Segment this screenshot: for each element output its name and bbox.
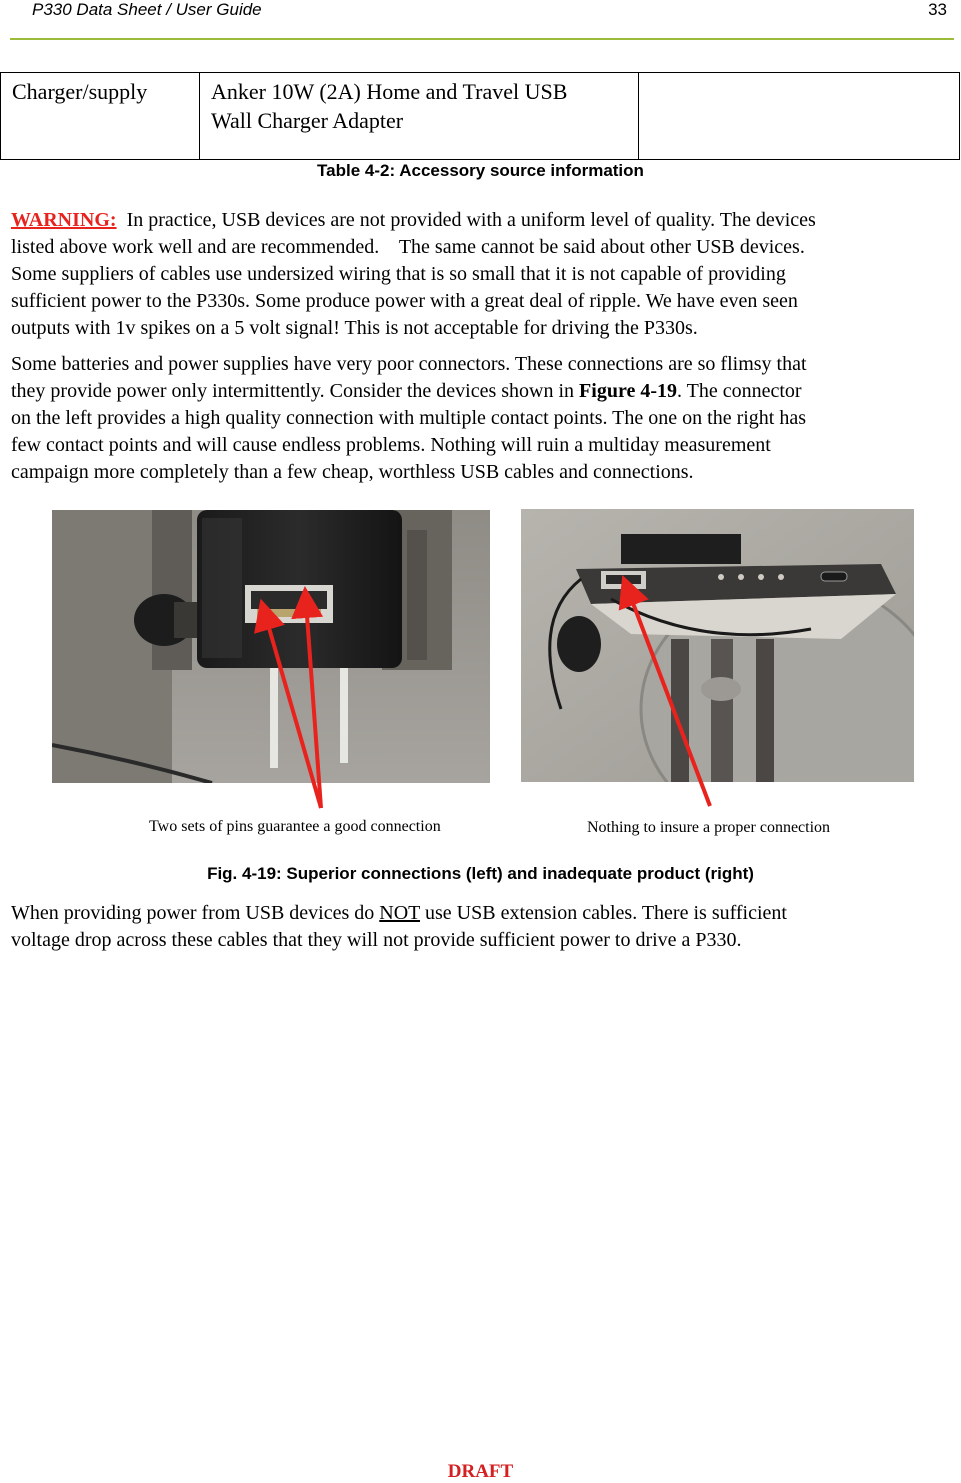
- paragraph-line: . The connector: [677, 380, 802, 402]
- paragraph-line: voltage drop across these cables that they will not provide sufficient power to drive a P330.: [11, 929, 742, 951]
- paragraph-line: use USB extension cables. There is sufficient: [420, 902, 787, 924]
- paragraph-line: Some batteries and power supplies have very poor connectors. These connections are so flimsy that: [11, 353, 807, 375]
- page-number: 33: [928, 0, 947, 19]
- paragraph-line: they provide power only intermittently. Consider the devices shown in: [11, 380, 580, 402]
- paragraph-line: campaign more completely than a few cheap, worthless USB cables and connections.: [11, 461, 694, 483]
- product-line: Wall Charger Adapter: [211, 108, 404, 133]
- charger-photo: [52, 510, 490, 783]
- draft-watermark: DRAFT: [447, 1461, 514, 1482]
- paragraph-line: listed above work well and are recommended. The same cannot be said about other USB devices.: [11, 236, 805, 258]
- paragraph-line: When providing power from USB devices do: [11, 902, 380, 924]
- paragraph-line: sufficient power to the P330s. Some produce power with a great deal of ripple. We have even seen: [11, 290, 798, 312]
- paragraph-line: In practice, USB devices are not provided with a uniform level of quality. The devices: [126, 209, 816, 231]
- connectors-paragraph: [11, 351, 951, 486]
- document-title: P330 Data Sheet / User Guide: [32, 0, 262, 19]
- extension-cable-paragraph: [11, 900, 951, 954]
- table-caption: Table 4-2: Accessory source information: [317, 161, 644, 180]
- warning-label: WARNING:: [11, 209, 117, 231]
- table-cell-product: [200, 73, 639, 160]
- paragraph-line: few contact points and will cause endless problems. Nothing will ruin a multiday measurement: [11, 434, 771, 456]
- table-cell-notes: [639, 73, 960, 160]
- product-line: Anker 10W (2A) Home and Travel USB: [211, 79, 568, 104]
- paragraph-line: Some suppliers of cables use undersized wiring that is so small that it is not capable of providing: [11, 263, 786, 285]
- paragraph-line: on the left provides a high quality connection with multiple contact points. The one on the right has: [11, 407, 807, 429]
- figure-caption: Fig. 4-19: Superior connections (left) and inadequate product (right): [207, 864, 754, 883]
- battery-photo: [521, 509, 914, 782]
- paragraph-line: outputs with 1v spikes on a 5 volt signal! This is not acceptable for driving the P330s.: [11, 317, 698, 339]
- header-divider: [10, 38, 954, 40]
- table-row: [1, 73, 960, 160]
- accessory-table: [0, 72, 960, 160]
- table-cell-item: Charger/supply: [1, 73, 200, 160]
- page-header: [0, 0, 961, 40]
- warning-paragraph: [11, 207, 951, 342]
- right-photo-label: Nothing to insure a proper connection: [587, 819, 831, 836]
- left-photo-label: Two sets of pins guarantee a good connection: [149, 818, 441, 835]
- emphasis-not: NOT: [379, 902, 421, 924]
- figure-reference: Figure 4-19: [579, 380, 677, 402]
